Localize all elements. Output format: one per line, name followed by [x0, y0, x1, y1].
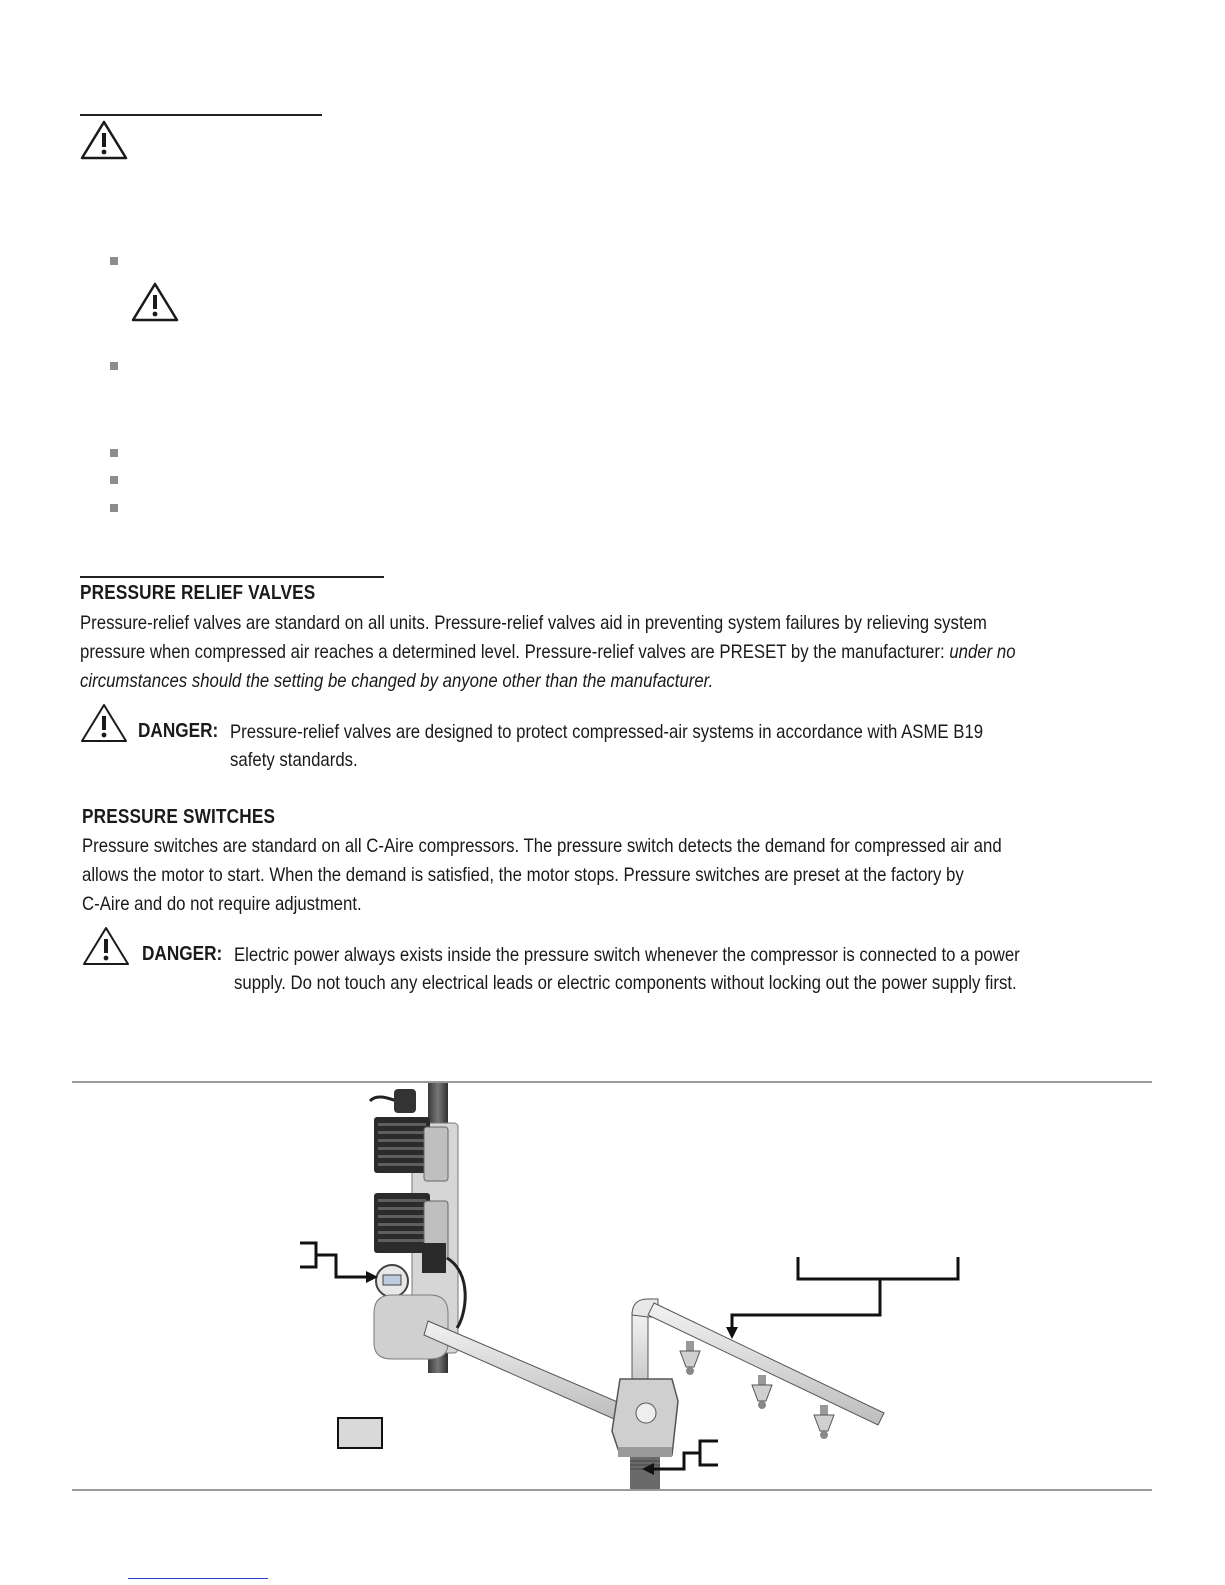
valve-gauge: [636, 1403, 656, 1423]
switches-paragraph: [82, 832, 1002, 919]
sprinkler-system-illustration: [72, 1083, 1152, 1489]
branch-pipe: [648, 1303, 884, 1425]
figure-label-box: [338, 1418, 382, 1448]
electrical-box: [422, 1243, 446, 1273]
switches-line-1: Pressure switches are standard on all C-Aire compressors. The pressure switch detects the demand for compressed air and: [82, 835, 1002, 857]
square-bullet-icon: [110, 449, 118, 457]
switches-danger-label: DANGER:: [142, 943, 223, 965]
callout-leader-left: [316, 1255, 368, 1277]
relief-section-rule: [80, 576, 384, 578]
relief-danger-line-2: safety standards.: [230, 749, 358, 771]
relief-line-1: Pressure-relief valves are standard on all units. Pressure-relief valves aid in preventing system failures by relieving system: [80, 612, 987, 634]
sprinkler-head: [680, 1341, 700, 1375]
switches-heading: PRESSURE SWITCHES: [82, 806, 276, 828]
hose: [370, 1097, 397, 1101]
gauge-display: [383, 1275, 401, 1285]
relief-danger-label: DANGER:: [138, 720, 219, 742]
upper-cylinder: [424, 1127, 448, 1181]
relief-line-3: circumstances should the setting be changed by anyone other than the manufacturer.: [80, 670, 714, 692]
valve-flange: [618, 1447, 672, 1457]
supply-hose: [424, 1321, 620, 1419]
figure-bottom-rule: [72, 1489, 1152, 1491]
switches-line-2: allows the motor to start. When the demand is satisfied, the motor stops. Pressure switches are preset at the factory by: [82, 864, 964, 886]
sprinkler-head: [814, 1405, 834, 1439]
feed-pipe: [630, 1457, 660, 1489]
callout-arrow-right: [726, 1327, 738, 1339]
callout-bracket-left: [300, 1243, 316, 1267]
relief-danger-text: [230, 718, 983, 774]
callout-leader-right: [732, 1279, 880, 1329]
square-bullet-icon: [110, 504, 118, 512]
switches-danger-line-1: Electric power always exists inside the pressure switch whenever the compressor is connected to a power: [234, 944, 1020, 966]
square-bullet-icon: [110, 362, 118, 370]
switches-line-3: C-Aire and do not require adjustment.: [82, 893, 362, 915]
warning-triangle-icon: [131, 282, 179, 322]
square-bullet-icon: [110, 257, 118, 265]
sprinkler-head: [752, 1375, 772, 1409]
callout-bracket-right: [798, 1257, 958, 1279]
relief-line-2: pressure when compressed air reaches a determined level. Pressure-relief valves are PRESET by the manufacturer: under no: [80, 641, 1016, 663]
top-section-rule: [80, 114, 322, 116]
relief-danger-line-1: Pressure-relief valves are designed to protect compressed-air systems in accordance with ASME B19: [230, 721, 984, 743]
warning-triangle-icon: [82, 926, 130, 966]
switches-danger-line-2: supply. Do not touch any electrical leads or electric components without locking out the power supply first.: [234, 972, 1017, 994]
square-bullet-icon: [110, 476, 118, 484]
callout-bracket-bottom: [700, 1441, 718, 1465]
footer-link-underline[interactable]: [128, 1578, 268, 1579]
relief-italic-1: under no: [949, 641, 1016, 663]
relief-paragraph: [80, 609, 1016, 696]
warning-triangle-icon: [80, 703, 128, 743]
filter-cap: [394, 1089, 416, 1113]
switches-danger-text: [234, 941, 1020, 997]
relief-heading: PRESSURE RELIEF VALVES: [80, 582, 316, 604]
warning-triangle-icon: [80, 120, 128, 160]
